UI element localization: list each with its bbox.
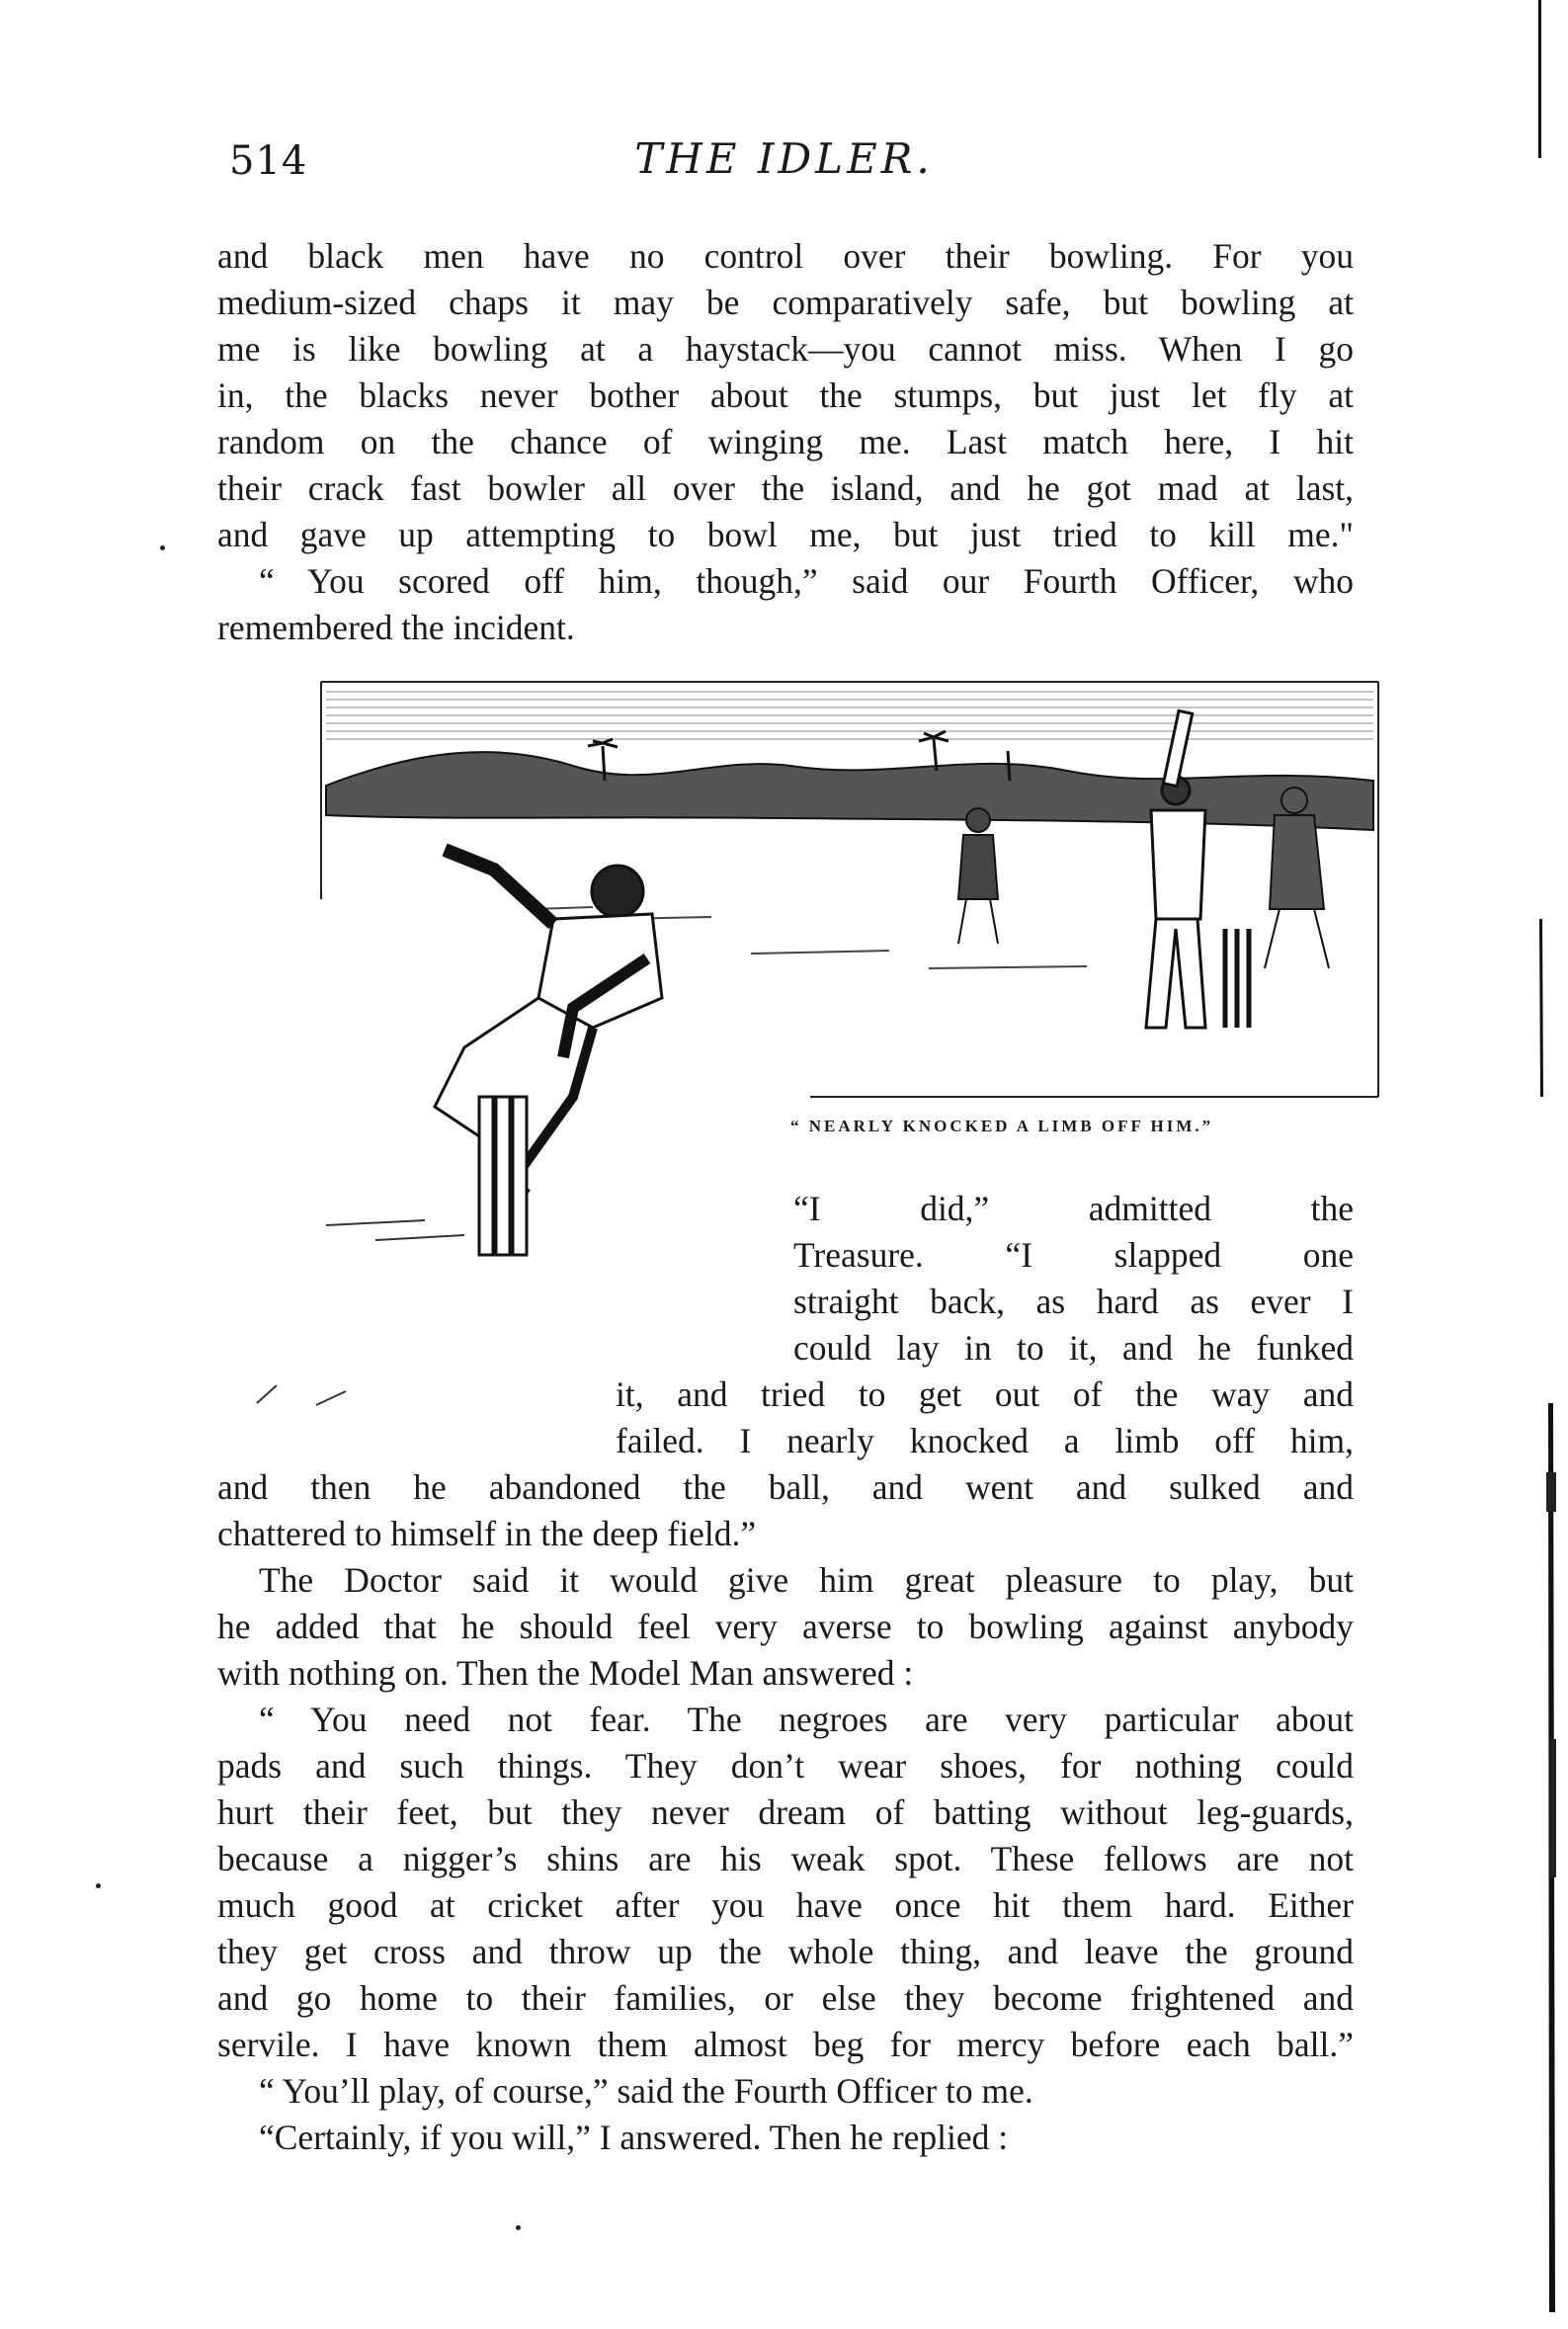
illustration-caption: “ NEARLY KNOCKED A LIMB OFF HIM.”	[790, 1117, 1214, 1135]
binding-edge	[1509, 0, 1568, 2329]
text-line: could lay in to it, and he funked	[793, 1328, 1354, 1368]
text-line: random on the chance of winging me. Last match here, I hit	[217, 422, 1354, 461]
text-line: it, and tried to get out of the way and	[616, 1374, 1354, 1414]
text-line: and gave up attempting to bowl me, but just tried to kill me."	[217, 515, 1354, 554]
text-line: he added that he should feel very averse to bowling against anybody	[217, 1607, 1354, 1646]
text-line: they get cross and throw up the whole thing, and leave the ground	[217, 1932, 1354, 1971]
text-line: “ You’ll play, of course,” said the Fourth Officer to me.	[259, 2071, 1033, 2111]
page-number: 514	[229, 138, 308, 184]
text-line: with nothing on. Then the Model Man answered :	[217, 1653, 914, 1693]
text-line: in, the blacks never bother about the stumps, but just let fly at	[217, 375, 1354, 415]
text-line: pads and such things. They don’t wear shoes, for nothing could	[217, 1746, 1354, 1786]
ink-speck	[516, 2225, 521, 2230]
illustration-frame	[321, 682, 1378, 1097]
text-line: and go home to their families, or else they become frightened and	[217, 1978, 1354, 2018]
batsman-figure	[1146, 710, 1205, 1028]
text-line: The Doctor said it would give him great pleasure to play, but	[259, 1560, 1354, 1600]
text-line: servile. I have known them almost beg for mercy before each ball.”	[217, 2025, 1354, 2064]
text-line: medium-sized chaps it may be comparatively safe, but bowling at	[217, 283, 1354, 322]
text-line: Treasure. “I slapped one	[793, 1235, 1354, 1275]
text-line: hurt their feet, but they never dream of batting without leg-guards,	[217, 1792, 1354, 1832]
fielder-figure	[958, 808, 998, 944]
text-line: and then he abandoned the ball, and went and sulked and	[217, 1467, 1354, 1507]
text-line: straight back, as hard as ever I	[793, 1282, 1354, 1321]
text-line: their crack fast bowler all over the island, and he got mad at last,	[217, 468, 1354, 508]
far-wicket	[1225, 929, 1249, 1028]
text-line: failed. I nearly knocked a limb off him,	[616, 1421, 1354, 1460]
text-line: chattered to himself in the deep field.”	[217, 1514, 757, 1553]
text-line: “Certainly, if you will,” I answered. Then he replied :	[259, 2118, 1009, 2157]
grass-marks	[257, 1220, 464, 1405]
sky-hatching	[326, 692, 1373, 739]
text-line: “I did,” admitted the	[793, 1189, 1354, 1228]
ink-speck	[160, 545, 165, 550]
text-line: because a nigger’s shins are his weak spot. These fellows are not	[217, 1839, 1354, 1878]
near-wicket	[479, 1097, 527, 1255]
distant-hills	[326, 752, 1373, 830]
text-line: remembered the incident.	[217, 608, 575, 647]
text-line: “ You scored off him, though,” said our Fourth Officer, who	[259, 561, 1354, 601]
bowler-figure	[435, 850, 662, 1225]
ink-speck	[96, 1883, 101, 1888]
text-line: much good at cricket after you have once hit them hard. Either	[217, 1885, 1354, 1925]
text-line: me is like bowling at a haystack—you cannot miss. When I go	[217, 329, 1354, 369]
text-line: and black men have no control over their bowling. For you	[217, 236, 1354, 276]
running-head: THE IDLER.	[634, 134, 934, 183]
text-line: “ You need not fear. The negroes are very particular about	[259, 1700, 1354, 1739]
